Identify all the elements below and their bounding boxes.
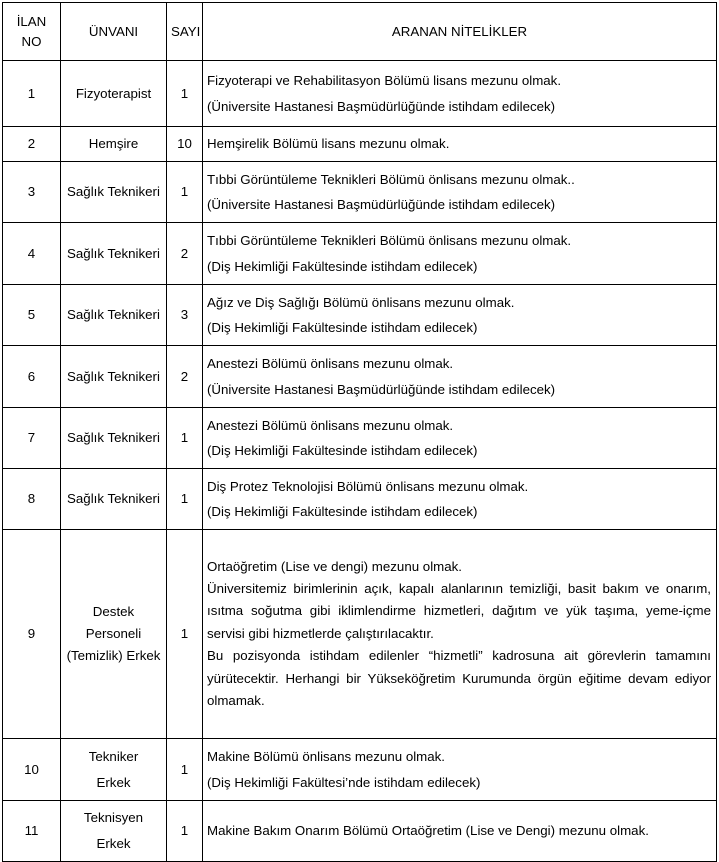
row-title: Sağlık Teknikeri — [61, 285, 167, 346]
header-count: SAYI — [167, 3, 203, 61]
row-title: Sağlık Teknikeri — [61, 223, 167, 285]
row-qualifications — [203, 469, 717, 530]
row-no: 11 — [3, 801, 61, 862]
row-no: 2 — [3, 127, 61, 162]
qualification-note: (Üniversite Hastanesi Başmüdürlüğünde istihdam edilecek) — [207, 381, 556, 397]
table-header-row — [3, 3, 717, 61]
row-qualifications — [203, 285, 717, 346]
row-no: 7 — [3, 408, 61, 469]
row-title: Hemşire — [61, 127, 167, 162]
qualification-note: (Üniversite Hastanesi Başmüdürlüğünde istihdam edilecek) — [207, 197, 556, 212]
row-count: 2 — [167, 346, 203, 408]
row-no: 9 — [3, 530, 61, 739]
row-title: Fizyoterapist — [61, 61, 167, 127]
row-no: 8 — [3, 469, 61, 530]
table-row — [3, 346, 717, 408]
header-no-line1: İLAN — [16, 14, 47, 30]
table-row — [3, 61, 717, 127]
row-qualifications — [203, 162, 717, 223]
qualification-line: Anestezi Bölümü önlisans mezunu olmak. — [207, 356, 454, 372]
qualification-line: Makine Bölümü önlisans mezunu olmak. — [207, 749, 445, 765]
row-count: 1 — [167, 739, 203, 801]
row-count: 1 — [167, 801, 203, 862]
row-count: 2 — [167, 223, 203, 285]
row-title — [61, 801, 167, 862]
qualification-line: Tıbbi Görüntüleme Teknikleri Bölümü önlisans mezunu olmak. — [207, 233, 572, 249]
row-qualifications — [203, 61, 717, 127]
row-count: 1 — [167, 530, 203, 739]
row-count: 3 — [167, 285, 203, 346]
row-title-line1: Tekniker — [88, 748, 139, 764]
row-qualifications — [203, 739, 717, 801]
row-title: Sağlık Teknikeri — [61, 408, 167, 469]
table-row — [3, 285, 717, 346]
table-row — [3, 162, 717, 223]
row-title-line1: Teknisyen — [83, 810, 144, 825]
row-title-line2: (Temizlik) Erkek — [66, 648, 161, 663]
qualification-duties: Üniversitemiz birimlerinin açık, kapalı alanlarının temizliği, basit bakım ve onarım, ısıtma soğutma gibi iklimlendirme hizmetleri, dağıtım ve yük taşıma, yeme-içme servisi gibi hizmetlerde çalıştırılacaktır. — [207, 580, 711, 641]
qualification-line: Tıbbi Görüntüleme Teknikleri Bölümü önlisans mezunu olmak.. — [207, 171, 575, 187]
header-title: ÜNVANI — [61, 3, 167, 61]
qualification-line: Makine Bakım Onarım Bölümü Ortaöğretim (Lise ve Dengi) mezunu olmak. — [207, 823, 649, 839]
table-row — [3, 127, 717, 162]
qualification-line: Ağız ve Diş Sağlığı Bölümü önlisans mezunu olmak. — [207, 294, 515, 310]
header-no-line2: NO — [21, 33, 42, 49]
row-qualifications — [203, 346, 717, 408]
row-title-line1: Destek Personeli — [85, 604, 142, 641]
table-row — [3, 801, 717, 862]
qualification-line: Anestezi Bölümü önlisans mezunu olmak. — [207, 417, 454, 433]
table-row — [3, 739, 717, 801]
row-no: 5 — [3, 285, 61, 346]
job-listings-table — [2, 2, 717, 862]
qualification-note: (Diş Hekimliği Fakültesinde istihdam edilecek) — [207, 258, 478, 274]
row-title-line2: Erkek — [96, 836, 131, 851]
row-qualifications — [203, 127, 717, 162]
row-title-line2: Erkek — [96, 774, 131, 790]
row-no: 3 — [3, 162, 61, 223]
row-no: 6 — [3, 346, 61, 408]
row-count: 1 — [167, 61, 203, 127]
row-title: Sağlık Teknikeri — [61, 346, 167, 408]
qualification-note: (Diş Hekimliği Fakültesinde istihdam edilecek) — [207, 504, 478, 519]
row-no: 1 — [3, 61, 61, 127]
row-count: 10 — [167, 127, 203, 162]
row-count: 1 — [167, 469, 203, 530]
qualification-line: Diş Protez Teknolojisi Bölümü önlisans mezunu olmak. — [207, 478, 529, 494]
table-row — [3, 530, 717, 739]
qualification-line: Fizyoterapi ve Rehabilitasyon Bölümü lisans mezunu olmak. — [207, 73, 562, 89]
row-title — [61, 739, 167, 801]
row-title: Sağlık Teknikeri — [61, 469, 167, 530]
header-no — [3, 3, 61, 61]
table-row — [3, 223, 717, 285]
row-count: 1 — [167, 162, 203, 223]
row-qualifications — [203, 223, 717, 285]
row-no: 4 — [3, 223, 61, 285]
table-row — [3, 469, 717, 530]
table-row — [3, 408, 717, 469]
row-qualifications — [203, 408, 717, 469]
row-qualifications — [203, 801, 717, 862]
row-count: 1 — [167, 408, 203, 469]
qualification-note: (Diş Hekimliği Fakültesinde istihdam edilecek) — [207, 443, 478, 458]
qualification-line: Hemşirelik Bölümü lisans mezunu olmak. — [207, 136, 450, 152]
qualification-line: Ortaöğretim (Lise ve dengi) mezunu olmak. — [207, 558, 462, 574]
row-title — [61, 530, 167, 739]
row-qualifications — [203, 530, 717, 739]
qualification-note: (Üniversite Hastanesi Başmüdürlüğünde istihdam edilecek) — [207, 98, 556, 114]
header-qualifications: ARANAN NİTELİKLER — [203, 3, 717, 61]
qualification-conditions: Bu pozisyonda istihdam edilenler “hizmetli” kadrosuna ait görevlerin tamamını yürütecektir. Herhangi bir Yükseköğretim Kurumunda örgün eğitime devam ediyor olmamak. — [207, 648, 711, 709]
qualification-note: (Diş Hekimliği Fakültesinde istihdam edilecek) — [207, 320, 478, 335]
row-no: 10 — [3, 739, 61, 801]
row-title: Sağlık Teknikeri — [61, 162, 167, 223]
qualification-note: (Diş Hekimliği Fakültesi’nde istihdam edilecek) — [207, 774, 481, 790]
